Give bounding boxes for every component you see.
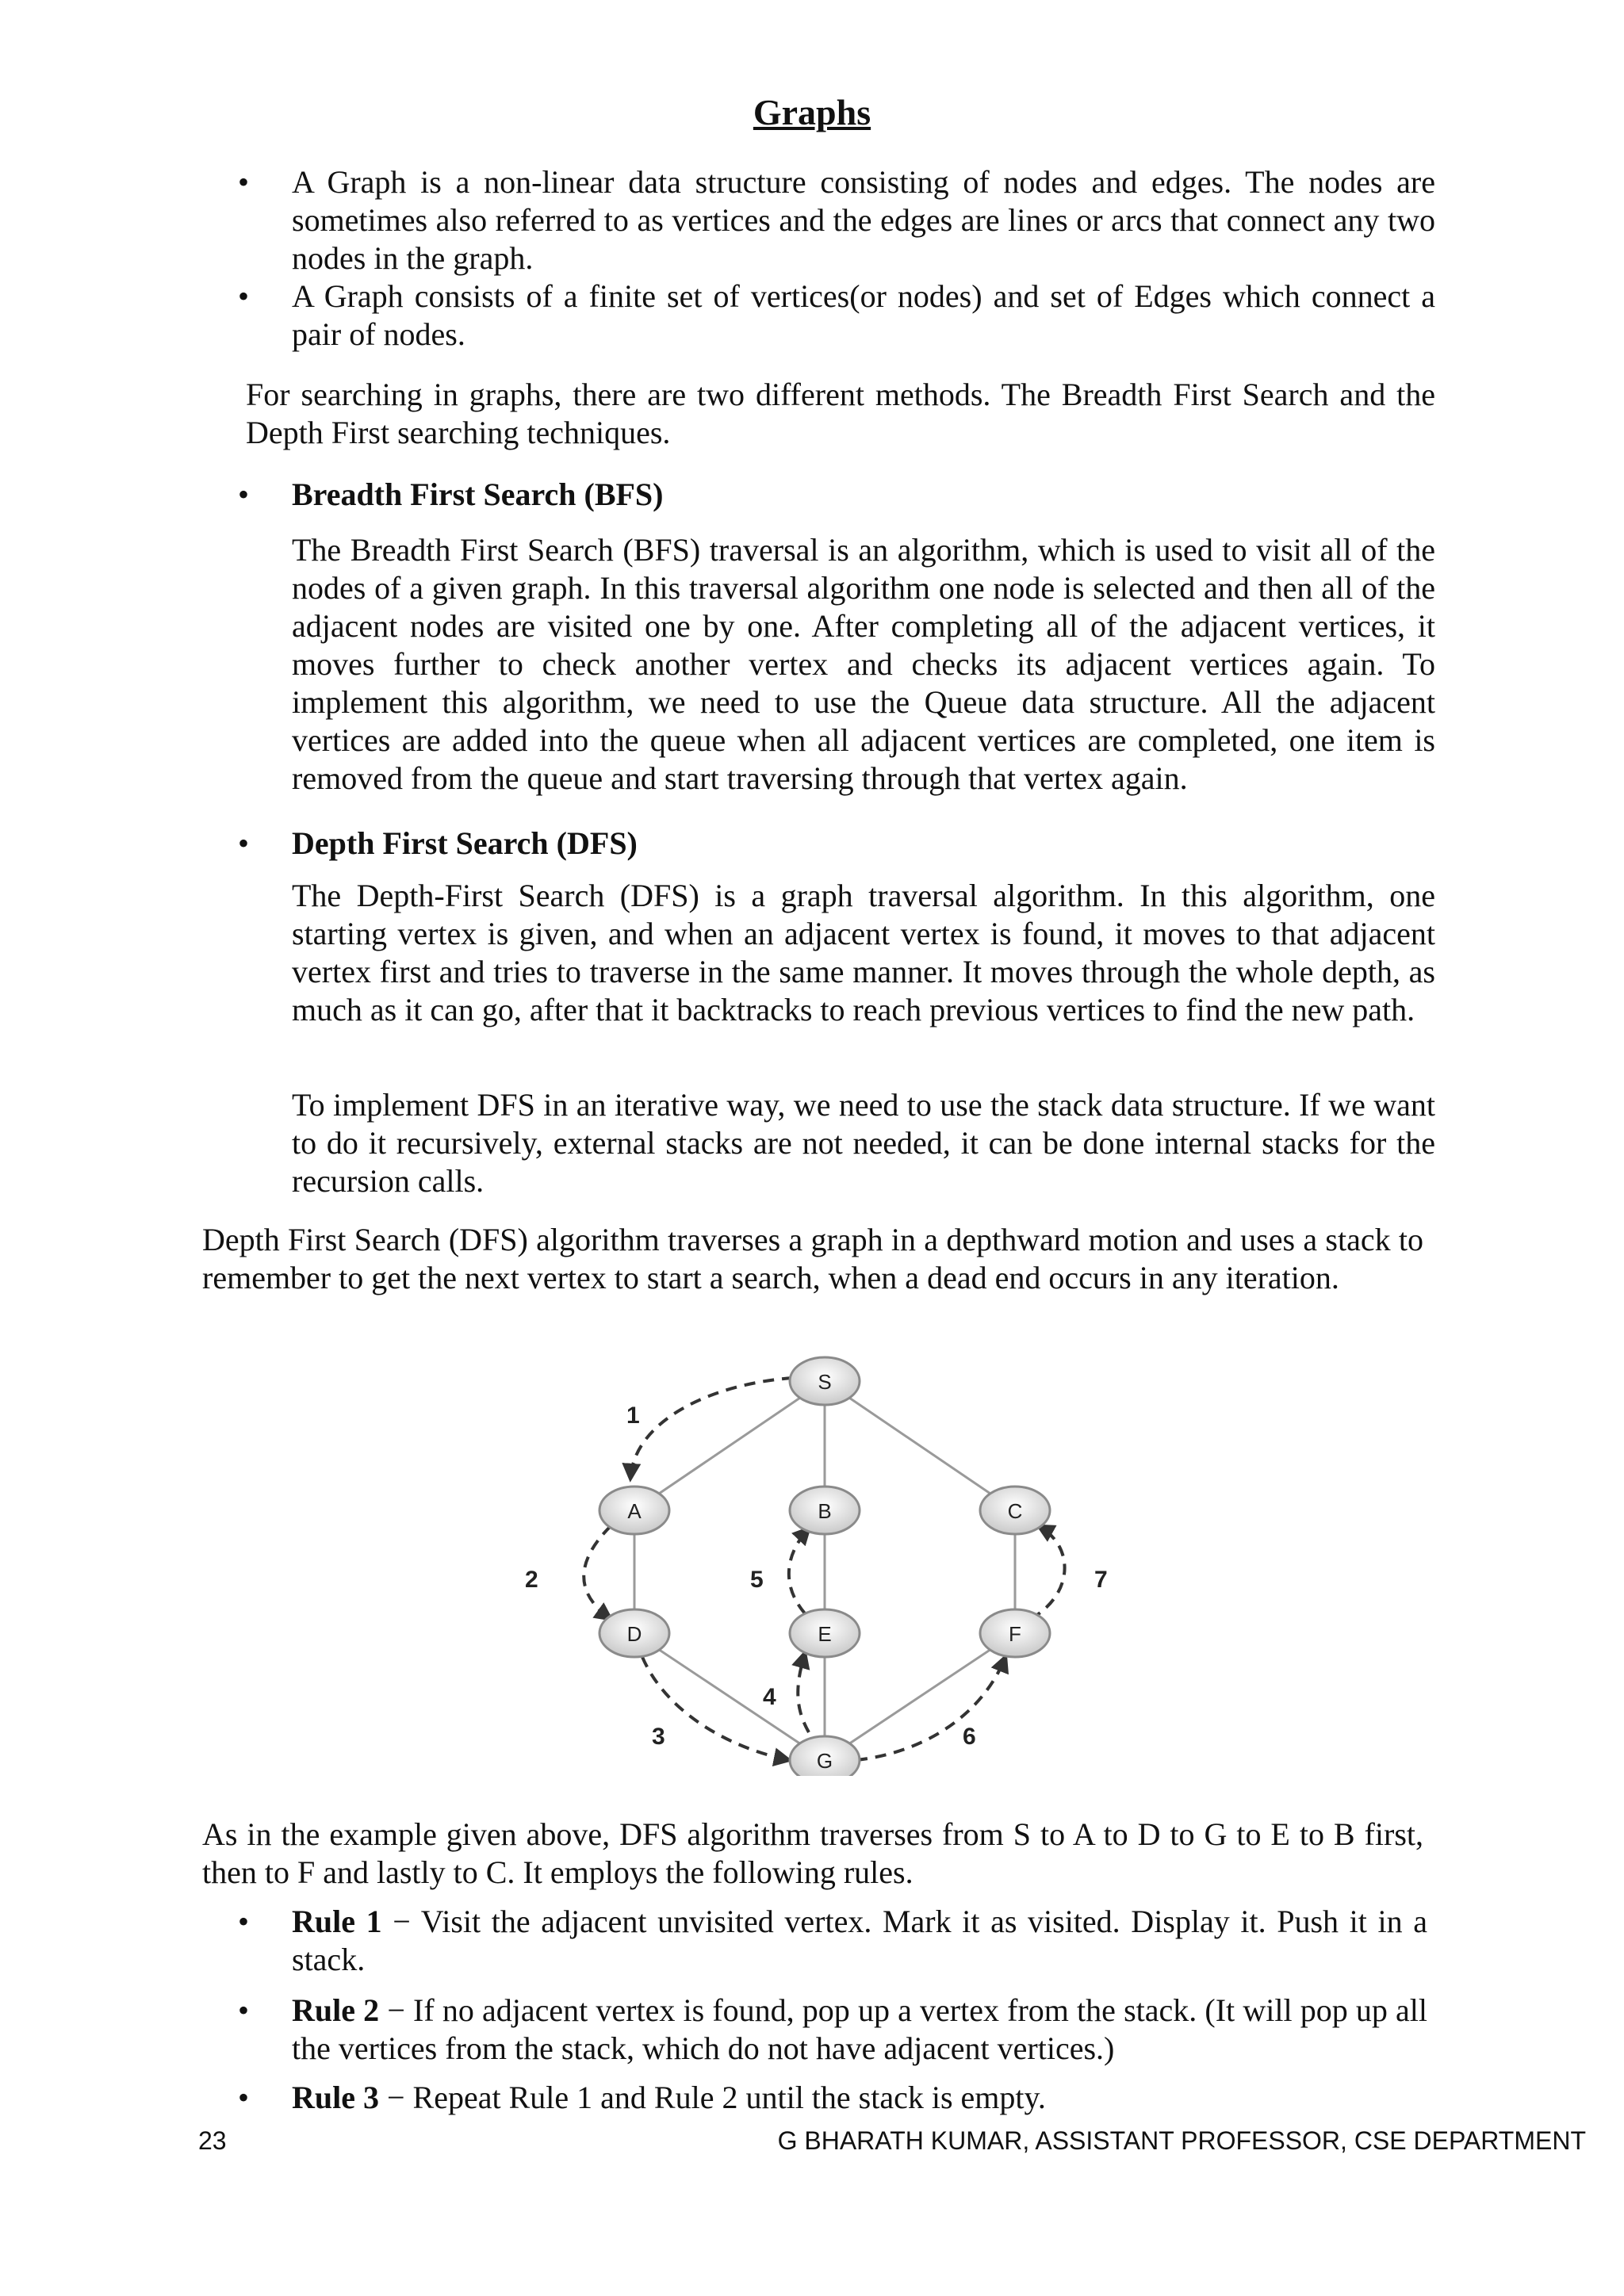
graph-node-e [790,1609,860,1657]
traversal-arrow-4 [798,1653,809,1732]
dfs-heading-text: Depth First Search (DFS) [292,825,638,861]
dfs-paragraph-2: To implement DFS in an iterative way, we need to use the stack data structure. If we want to do it recursively, external stacks are not needed, it can be done internal stacks for the recursion calls. [292,1087,1435,1199]
bullet-icon: • [238,1904,250,1939]
edge-s-a [634,1381,825,1510]
step-label-5: 5 [750,1567,764,1593]
rule-item-2 [238,1992,1427,2068]
node-label-d: D [626,1622,642,1646]
page-title: Graphs [753,92,871,132]
graph-node-b [790,1487,860,1534]
dfs-summary-paragraph: Depth First Search (DFS) algorithm traverses a graph in a depthward motion and uses a stack to remember to get the next vertex to start a search, when a dead end occurs in any iteration. [202,1222,1423,1295]
node-label-c: C [1007,1499,1023,1523]
bfs-paragraph: The Breadth First Search (BFS) traversal is an algorithm, which is used to visit all of the nodes of a given graph. In this traversal algorithm one node is selected and then all of the adjacent nodes are visited one by one. After completing all of the adjacent vertices, it moves further to check another vertex and checks its adjacent vertices again. To implement this algorithm, we need to use the Queue data structure. All the adjacent vertices are added into the queue when all adjacent vertices are completed, one item is removed from the queue and start traversing through that vertex again. [292,532,1435,796]
rule-text-2: − If no adjacent vertex is found, pop up a vertex from the stack. (It will pop up all the vertices from the stack, which do not have adjacent vertices.) [292,1992,1428,2066]
dfs-graph-diagram [476,1332,1158,1776]
traversal-arrow-1 [630,1378,793,1479]
bullet-icon: • [238,825,250,861]
node-label-f: F [1009,1622,1021,1646]
step-label-6: 6 [963,1724,976,1750]
node-label-g: G [816,1749,833,1773]
traversal-arrow-5 [789,1529,809,1613]
rule-text-1: − Visit the adjacent unvisited vertex. Mark it as visited. Display it. Push it in a stack. [292,1904,1428,1977]
bfs-heading-text: Breadth First Search (BFS) [292,476,664,512]
rule-label-1: Rule 1 [292,1904,382,1939]
graph-node-a [599,1487,669,1534]
node-label-a: A [627,1499,642,1523]
rule-text-3: − Repeat Rule 1 and Rule 2 until the stack is empty. [379,2080,1046,2115]
graph-node-f [980,1609,1050,1657]
step-label-4: 4 [763,1684,776,1710]
edge-f-g [825,1633,1015,1760]
graph-node-s [790,1357,860,1405]
rule-item-1 [238,1903,1427,1979]
rule-label-3: Rule 3 [292,2080,379,2115]
step-label-3: 3 [652,1724,665,1750]
dfs-paragraph-1: The Depth-First Search (DFS) is a graph traversal algorithm. In this algorithm, one starting vertex is given, and when an adjacent vertex is found, it moves to that adjacent vertex first and tries to traverse in the same manner. It moves through the whole depth, as much as it can go, after that it backtracks to reach previous vertices to find the new path. [292,878,1435,1027]
step-labels [525,1402,1108,1750]
node-label-e: E [818,1622,832,1646]
searching-intro-paragraph: For searching in graphs, there are two different methods. The Breadth First Search and the Depth First searching techniques. [246,377,1435,450]
node-label-s: S [818,1370,832,1394]
footer-page-number: 23 [198,2126,227,2155]
graph-node-c [980,1487,1050,1534]
bullet-icon: • [238,476,250,512]
edge-s-c [825,1381,1015,1510]
intro-bullet-2: • A Graph consists of a finite set of vertices(or nodes) and set of Edges which connect a pair of nodes. [238,277,1435,354]
graph-node-d [599,1609,669,1657]
traversal-arrow-6 [856,1657,1005,1760]
intro-bullet-list [238,163,1435,354]
bfs-heading [238,476,1435,514]
traversal-arrow-7 [1031,1526,1065,1619]
intro-bullet-1: • A Graph is a non-linear data structure consisting of nodes and edges. The nodes are sometimes also referred to as vertices and the edges are lines or arcs that connect any two nodes in the graph. [238,163,1435,277]
traversal-arrow-2 [584,1526,611,1619]
graph-node-g [790,1736,860,1776]
dfs-heading [238,825,1435,863]
step-label-1: 1 [626,1402,640,1429]
rule-item-3 [238,2079,1427,2117]
bullet-icon: • [238,1992,250,2028]
node-label-b: B [818,1499,832,1523]
footer-author: G BHARATH KUMAR, ASSISTANT PROFESSOR, CSE DEPARTMENT [777,2126,1586,2155]
rule-label-2: Rule 2 [292,1992,380,2028]
bullet-icon: • [238,2080,250,2115]
step-label-2: 2 [525,1567,538,1593]
step-label-7: 7 [1094,1567,1108,1593]
example-paragraph: As in the example given above, DFS algorithm traverses from S to A to D to G to E to B first, then to F and lastly to C. It employs the following rules. [202,1816,1423,1890]
graph-edges [634,1381,1015,1760]
